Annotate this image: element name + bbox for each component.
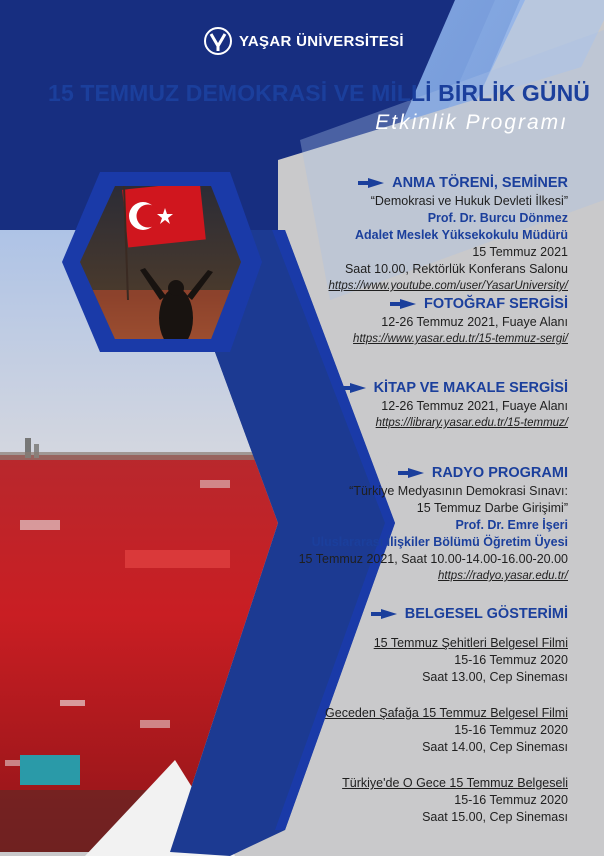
event-radyo-role: Uluslararası İlişkiler Bölümü Öğretim Üyesi — [311, 535, 568, 549]
film-title: Türkiye'de O Gece 15 Temmuz Belgeseli — [342, 776, 568, 790]
event-radyo-link[interactable]: https://radyo.yasar.edu.tr/ — [438, 570, 568, 582]
event-anma-heading — [329, 173, 568, 193]
event-foto — [353, 294, 568, 348]
event-foto-link[interactable]: https://www.yasar.edu.tr/15-temmuz-sergi/ — [353, 333, 568, 345]
arrow-bullet-icon — [398, 468, 424, 478]
event-radyo — [299, 463, 568, 585]
event-kitap — [340, 378, 568, 432]
film-date: 15-16 Temmuz 2020 — [454, 723, 568, 737]
event-kitap-heading — [340, 378, 568, 398]
film-date: 15-16 Temmuz 2020 — [454, 653, 568, 667]
arrow-bullet-icon — [340, 383, 366, 393]
event-kitap-title: KİTAP VE MAKALE SERGİSİ — [373, 380, 568, 396]
film-date: 15-16 Temmuz 2020 — [454, 793, 568, 807]
event-radyo-date-time: 15 Temmuz 2021, Saat 10.00-14.00-16.00-20.00 — [298, 552, 568, 566]
event-radyo-heading — [299, 463, 568, 483]
film-title: Geceden Şafağa 15 Temmuz Belgesel Filmi — [325, 706, 568, 720]
arrow-bullet-icon — [358, 178, 384, 188]
event-foto-title: FOTOĞRAF SERGİSİ — [424, 296, 568, 312]
event-anma-speaker: Prof. Dr. Burcu Dönmez — [427, 211, 568, 225]
film-title: 15 Temmuz Şehitleri Belgesel Filmi — [373, 636, 568, 650]
film-time-place: Saat 15.00, Cep Sineması — [422, 810, 568, 824]
event-radyo-topic-1: “Türkiye Medyasının Demokrasi Sınavı: — [349, 484, 568, 498]
event-anma-date: 15 Temmuz 2021 — [472, 245, 568, 259]
event-radyo-title: RADYO PROGRAMI — [431, 465, 568, 481]
logo-text: YAŞAR ÜNİVERSİTESİ — [239, 32, 404, 50]
event-anma-time-place: Saat 10.00, Rektörlük Konferans Salonu — [344, 262, 568, 276]
logo — [203, 26, 404, 56]
event-anma — [329, 173, 568, 295]
arrow-bullet-icon — [390, 299, 416, 309]
film-time-place: Saat 14.00, Cep Sineması — [422, 740, 568, 754]
event-foto-heading — [353, 294, 568, 314]
page-subtitle: Etkinlik Programı — [375, 111, 568, 134]
event-kitap-date-place: 12-26 Temmuz 2021, Fuaye Alanı — [381, 399, 568, 413]
page-title: 15 TEMMUZ DEMOKRASİ VE MİLLİ BİRLİK GÜNÜ — [48, 80, 590, 106]
film-time-place: Saat 13.00, Cep Sineması — [422, 670, 568, 684]
event-anma-title: ANMA TÖRENİ, SEMİNER — [392, 175, 568, 191]
event-belgesel — [325, 604, 568, 826]
event-anma-role: Adalet Meslek Yüksekokulu Müdürü — [354, 228, 568, 242]
arrow-bullet-icon — [371, 609, 397, 619]
event-radyo-speaker: Prof. Dr. Emre İşeri — [455, 518, 568, 532]
event-kitap-link[interactable]: https://library.yasar.edu.tr/15-temmuz/ — [375, 417, 568, 429]
event-foto-date-place: 12-26 Temmuz 2021, Fuaye Alanı — [381, 315, 568, 329]
event-anma-topic: “Demokrasi ve Hukuk Devleti İlkesi” — [370, 194, 568, 208]
logo-emblem-icon — [203, 26, 233, 56]
event-radyo-topic-2: 15 Temmuz Darbe Girişimi” — [416, 501, 568, 515]
event-belgesel-heading — [325, 604, 568, 624]
event-belgesel-title: BELGESEL GÖSTERİMİ — [404, 606, 568, 622]
event-anma-link[interactable]: https://www.youtube.com/user/YasarUniversity/ — [328, 280, 568, 292]
